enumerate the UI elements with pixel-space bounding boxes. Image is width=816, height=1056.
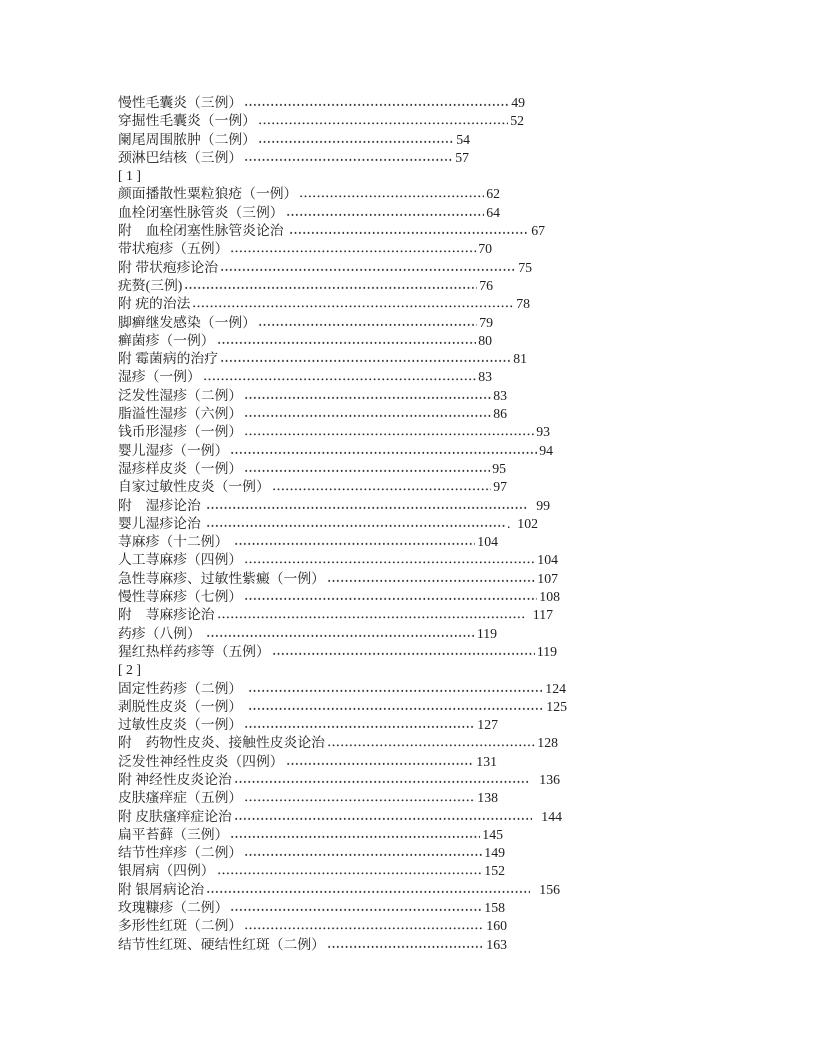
dot-leader bbox=[244, 460, 490, 478]
toc-entry bbox=[118, 423, 550, 441]
page-number: 108 bbox=[539, 589, 560, 605]
toc-entry bbox=[118, 94, 525, 112]
dot-leader bbox=[192, 295, 514, 313]
page-number: 67 bbox=[531, 223, 545, 239]
page-number: 128 bbox=[537, 735, 558, 751]
entry-title: 附 疣的治法 bbox=[118, 296, 191, 312]
section-marker-label: [ 1 ] bbox=[118, 168, 141, 184]
section-marker-label: [ 2 ] bbox=[118, 662, 141, 678]
page-number: 54 bbox=[456, 131, 470, 147]
page-number: 83 bbox=[493, 387, 507, 403]
entry-title: 泛发性湿疹（二例） bbox=[118, 387, 243, 403]
toc-entry bbox=[118, 240, 492, 258]
entry-title: 颈淋巴结核（三例） bbox=[118, 149, 243, 165]
toc-entry bbox=[118, 478, 507, 496]
dot-leader bbox=[244, 423, 534, 441]
toc-entry bbox=[118, 716, 498, 734]
toc-entry bbox=[118, 350, 527, 368]
page-number: 52 bbox=[510, 113, 524, 129]
page-number: 62 bbox=[486, 186, 500, 202]
page-number: 97 bbox=[493, 479, 507, 495]
page-number: 75 bbox=[518, 259, 532, 275]
page-number: 49 bbox=[511, 95, 525, 110]
toc-entry bbox=[118, 204, 500, 222]
dot-leader bbox=[244, 94, 509, 112]
page-number: 107 bbox=[537, 570, 558, 586]
dot-leader bbox=[203, 368, 476, 386]
section-marker bbox=[118, 167, 567, 185]
toc-entry bbox=[118, 332, 492, 350]
page-number: 145 bbox=[482, 826, 503, 842]
dot-leader bbox=[299, 185, 484, 203]
dot-leader bbox=[327, 936, 484, 954]
dot-leader bbox=[230, 899, 482, 917]
dot-leader bbox=[272, 478, 491, 496]
page-number: 93 bbox=[536, 424, 550, 440]
entry-title: 脚癣继发感染（一例） bbox=[118, 314, 256, 330]
dot-leader bbox=[244, 789, 475, 807]
entry-title: 湿疹样皮炎（一例） bbox=[118, 460, 243, 476]
entry-title: 猩红热样药疹等（五例） bbox=[118, 643, 270, 659]
entry-title: 疣赘(三例) bbox=[118, 277, 183, 293]
toc-entry bbox=[118, 222, 545, 240]
page-number: 144 bbox=[534, 808, 562, 824]
toc-entry bbox=[118, 936, 507, 954]
page-number: 79 bbox=[479, 314, 493, 330]
toc-entry bbox=[118, 551, 558, 569]
dot-leader bbox=[244, 405, 491, 423]
entry-title: 药疹（八例） bbox=[118, 625, 205, 641]
toc-entry bbox=[118, 533, 498, 551]
entry-title: 癣菌疹（一例） bbox=[118, 332, 215, 348]
toc-entry bbox=[118, 515, 538, 533]
dot-leader bbox=[244, 551, 535, 569]
dot-leader bbox=[286, 753, 475, 771]
page-number: 119 bbox=[476, 625, 497, 641]
page-number: 104 bbox=[477, 534, 498, 550]
dot-leader bbox=[206, 497, 527, 515]
entry-title: 急性荨麻疹、过敏性紫癜（一例） bbox=[118, 570, 325, 586]
entry-title: 固定性药疹（二例） bbox=[118, 680, 246, 696]
entry-title: 附 带状疱疹论治 bbox=[118, 259, 219, 275]
dot-leader bbox=[230, 826, 480, 844]
page-number: 117 bbox=[525, 607, 553, 623]
dot-leader bbox=[248, 698, 545, 716]
toc-entry bbox=[118, 844, 505, 862]
toc-entry bbox=[118, 497, 550, 515]
entry-title: 脂溢性湿疹（六例） bbox=[118, 406, 243, 422]
dot-leader bbox=[289, 222, 529, 240]
page-number: 57 bbox=[455, 149, 469, 165]
toc-entry bbox=[118, 606, 553, 624]
entry-title: 玫瑰糠疹（二例） bbox=[118, 900, 229, 916]
entry-title: 泛发性神经性皮炎（四例） bbox=[118, 753, 284, 769]
toc-entry bbox=[118, 131, 470, 149]
dot-leader bbox=[234, 771, 531, 789]
entry-title: 慢性荨麻疹（七例） bbox=[118, 589, 243, 605]
entry-title: 附 荨麻疹论治 bbox=[118, 607, 215, 623]
page-number: 158 bbox=[484, 900, 505, 916]
toc-entry bbox=[118, 698, 567, 716]
dot-leader bbox=[217, 332, 477, 350]
dot-leader bbox=[248, 680, 544, 698]
dot-leader bbox=[230, 240, 476, 258]
entry-title: 结节性痒疹（二例） bbox=[118, 845, 243, 861]
dot-leader bbox=[206, 625, 475, 643]
page-number: 125 bbox=[546, 698, 567, 714]
toc-entry bbox=[118, 149, 469, 167]
entry-title: 血栓闭塞性脉管炎（三例） bbox=[118, 204, 284, 220]
toc-entry bbox=[118, 643, 557, 661]
dot-leader bbox=[220, 259, 516, 277]
page-number: 127 bbox=[477, 717, 498, 733]
entry-title: 荨麻疹（十二例） bbox=[118, 534, 232, 550]
dot-leader bbox=[244, 917, 484, 935]
toc-entry bbox=[118, 771, 560, 789]
dot-leader bbox=[184, 277, 477, 295]
toc-entry bbox=[118, 881, 560, 899]
toc-entry bbox=[118, 862, 505, 880]
page-number: 104 bbox=[537, 552, 558, 568]
entry-title: 附 霉菌病的治疗 bbox=[118, 351, 219, 367]
toc-entry bbox=[118, 734, 558, 752]
entry-title: 阑尾周围脓肿（二例） bbox=[118, 131, 256, 147]
toc-entry bbox=[118, 185, 500, 203]
entry-title: 附 湿疹论治 bbox=[118, 497, 205, 513]
entry-title: 结节性红斑、硬结性红斑（二例） bbox=[118, 936, 325, 952]
page-number: 136 bbox=[532, 771, 560, 787]
page-number: 156 bbox=[532, 881, 560, 897]
entry-title: 慢性毛囊炎（三例） bbox=[118, 95, 243, 110]
page-number: 99 bbox=[529, 497, 550, 513]
toc-entry bbox=[118, 625, 497, 643]
dot-leader bbox=[234, 533, 475, 551]
page-number: 95 bbox=[492, 460, 506, 476]
page-number: 138 bbox=[477, 790, 498, 806]
entry-title: 附 皮肤瘙痒症论治 bbox=[118, 808, 232, 824]
entry-title: 多形性红斑（二例） bbox=[118, 918, 243, 934]
dot-leader bbox=[272, 643, 535, 661]
section-marker bbox=[118, 661, 567, 679]
page-number: 81 bbox=[513, 351, 527, 367]
entry-title: 过敏性皮炎（一例） bbox=[118, 717, 243, 733]
dot-leader bbox=[206, 881, 530, 899]
toc-entry bbox=[118, 826, 503, 844]
toc-entry bbox=[118, 295, 530, 313]
toc-entry bbox=[118, 789, 498, 807]
entry-title: 婴儿湿疹论治 bbox=[118, 515, 205, 531]
dot-leader bbox=[230, 442, 537, 460]
toc-entry bbox=[118, 259, 532, 277]
entry-title: 穿掘性毛囊炎（一例） bbox=[118, 113, 256, 129]
toc-entry bbox=[118, 917, 507, 935]
toc-entry bbox=[118, 808, 562, 826]
page-number: 119 bbox=[536, 643, 557, 659]
entry-title: 婴儿湿疹（一例） bbox=[118, 442, 229, 458]
page-number: 94 bbox=[539, 442, 553, 458]
entry-title: 人工荨麻疹（四例） bbox=[118, 552, 243, 568]
page-number: 152 bbox=[484, 863, 505, 879]
dot-leader bbox=[244, 149, 453, 167]
page-number: 70 bbox=[478, 241, 492, 257]
page-number: 160 bbox=[486, 918, 507, 934]
dot-leader bbox=[217, 862, 483, 880]
page-number: 76 bbox=[479, 277, 493, 293]
entry-title: 附 银屑病论治 bbox=[118, 881, 205, 897]
dot-leader bbox=[217, 606, 524, 624]
dot-leader bbox=[258, 112, 508, 130]
entry-title: 扁平苔藓（三例） bbox=[118, 826, 229, 842]
page-number: 78 bbox=[516, 296, 530, 312]
dot-leader bbox=[327, 570, 535, 588]
page-number: 149 bbox=[484, 845, 505, 861]
page-number: . 102 bbox=[506, 515, 538, 531]
dot-leader bbox=[234, 808, 533, 826]
toc-entry bbox=[118, 899, 505, 917]
dot-leader bbox=[258, 131, 454, 149]
entry-title: 带状疱疹（五例） bbox=[118, 241, 229, 257]
toc-entry bbox=[118, 680, 566, 698]
page-number: 124 bbox=[545, 680, 566, 696]
page-number: 131 bbox=[476, 753, 497, 769]
dot-leader bbox=[327, 734, 535, 752]
toc-entry bbox=[118, 570, 558, 588]
page-number: 86 bbox=[493, 406, 507, 422]
toc-entry bbox=[118, 460, 506, 478]
dot-leader bbox=[286, 204, 485, 222]
toc-entry bbox=[118, 368, 492, 386]
toc-entry bbox=[118, 405, 507, 423]
toc bbox=[118, 94, 567, 954]
dot-leader bbox=[258, 314, 477, 332]
entry-title: 自家过敏性皮炎（一例） bbox=[118, 479, 270, 495]
dot-leader bbox=[244, 844, 482, 862]
entry-title: 附 神经性皮炎论治 bbox=[118, 771, 232, 787]
page-number: 64 bbox=[486, 204, 500, 220]
page-number: 83 bbox=[478, 369, 492, 385]
dot-leader bbox=[244, 588, 537, 606]
entry-title: 皮肤瘙痒症（五例） bbox=[118, 790, 243, 806]
toc-entry bbox=[118, 442, 553, 460]
entry-title: 附 血栓闭塞性脉管炎论治 bbox=[118, 223, 288, 239]
toc-entry bbox=[118, 387, 507, 405]
dot-leader bbox=[206, 515, 505, 533]
dot-leader bbox=[244, 716, 475, 734]
toc-entry bbox=[118, 277, 493, 295]
toc-entry bbox=[118, 753, 497, 771]
entry-title: 湿疹（一例） bbox=[118, 369, 201, 385]
entry-title: 剥脱性皮炎（一例） bbox=[118, 698, 246, 714]
dot-leader bbox=[220, 350, 511, 368]
page-number: 80 bbox=[478, 332, 492, 348]
dot-leader bbox=[244, 387, 491, 405]
toc-entry bbox=[118, 588, 560, 606]
entry-title: 银屑病（四例） bbox=[118, 863, 215, 879]
page-number: 163 bbox=[486, 936, 507, 952]
entry-title: 附 药物性皮炎、接触性皮炎论治 bbox=[118, 735, 325, 751]
entry-title: 钱币形湿疹（一例） bbox=[118, 424, 243, 440]
toc-entry bbox=[118, 314, 493, 332]
toc-entry bbox=[118, 112, 524, 130]
entry-title: 颜面播散性粟粒狼疮（一例） bbox=[118, 186, 298, 202]
